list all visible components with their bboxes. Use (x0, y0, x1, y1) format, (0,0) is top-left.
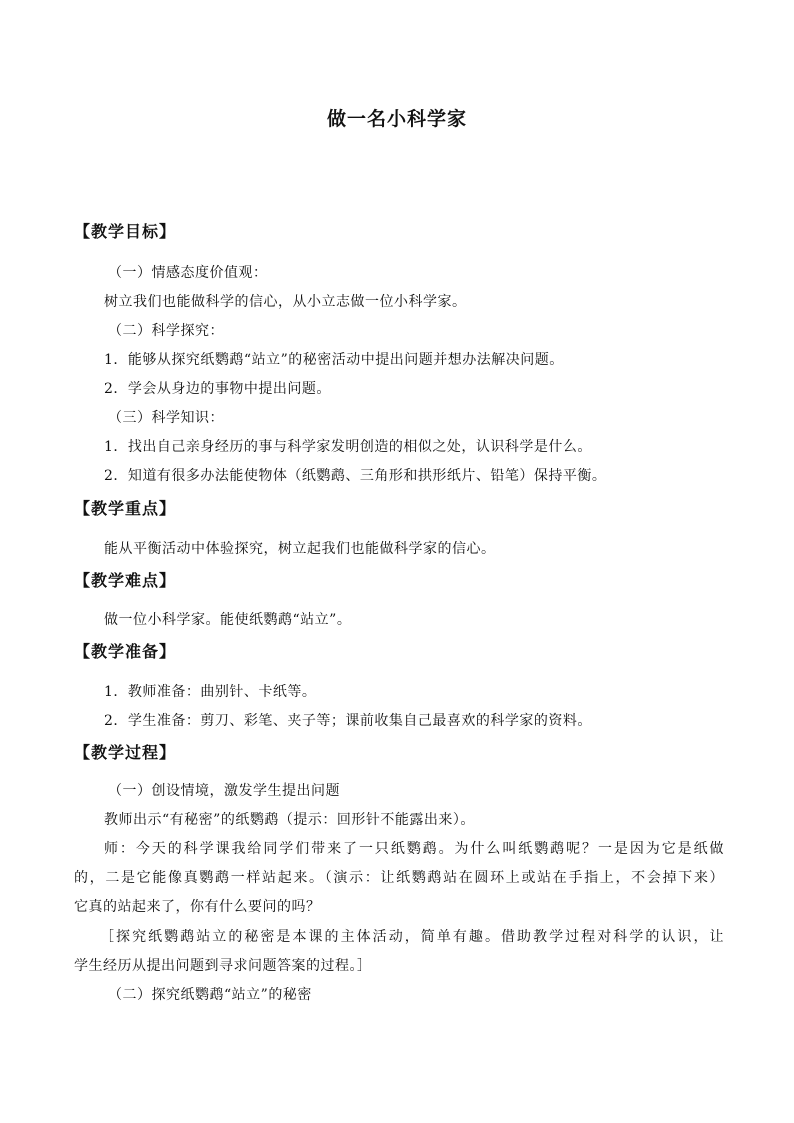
text-preparation-1: 1．教师准备：曲别针、卡纸等。 (104, 684, 317, 700)
text-note-line-1: ［探究纸鹦鹉站立的秘密是本课的主体活动，简单有趣。借助教学过程对科学的认识，让 (100, 929, 724, 945)
heading-teaching-preparation: 【教学准备】 (74, 642, 177, 661)
heading-teaching-process: 【教学过程】 (74, 743, 177, 762)
text-knowledge-2: 2．知道有很多办法能使物体（纸鹦鹉、三角形和拱形纸片、铅笔）保持平衡。 (104, 468, 607, 484)
text-step-1-para-line-2: 的，二是它能像真鹦鹉一样站起来。（演示：让纸鹦鹉站在圆环上或站在手指上，不会掉下来） (74, 870, 724, 886)
text-note-line-2: 学生经历从提出问题到寻求问题答案的过程。］ (74, 958, 372, 974)
heading-teaching-focus: 【教学重点】 (74, 499, 177, 518)
text-difficulty: 做一位小科学家。能使纸鹦鹉“站立”。 (104, 612, 352, 628)
subheading-knowledge: （三）科学知识： (108, 410, 224, 426)
heading-teaching-difficulty: 【教学难点】 (74, 571, 177, 590)
text-step-1-intro: 教师出示“有秘密”的纸鹦鹉（提示：回形针不能露出来）。 (104, 812, 475, 828)
text-emotion: 树立我们也能做科学的信心，从小立志做一位小科学家。 (104, 294, 467, 310)
subheading-inquiry: （二）科学探究： (108, 323, 224, 339)
heading-teaching-goals: 【教学目标】 (74, 222, 177, 241)
text-focus: 能从平衡活动中体验探究，树立起我们也能做科学家的信心。 (104, 541, 496, 557)
page-title: 做一名小科学家 (326, 108, 467, 130)
text-preparation-2: 2．学生准备：剪刀、彩笔、夹子等；课前收集自己最喜欢的科学家的资料。 (104, 713, 592, 729)
subheading-step-2: （二）探究纸鹦鹉“站立”的秘密 (108, 987, 312, 1003)
subheading-emotion: （一）情感态度价值观： (108, 265, 268, 281)
text-inquiry-1: 1．能够从探究纸鹦鹉“站立”的秘密活动中提出问题并想办法解决问题。 (104, 352, 564, 368)
text-step-1-para-line-1: 师：今天的科学课我给同学们带来了一只纸鹦鹉。为什么叫纸鹦鹉呢？一是因为它是纸做 (104, 841, 724, 857)
text-knowledge-1: 1．找出自己亲身经历的事与科学家发明创造的相似之处，认识科学是什么。 (104, 439, 592, 455)
text-inquiry-2: 2．学会从身边的事物中提出问题。 (104, 381, 331, 397)
text-step-1-para-line-3: 它真的站起来了，你有什么要问的吗？ (74, 899, 321, 915)
subheading-step-1: （一）创设情境，激发学生提出问题 (108, 783, 340, 799)
